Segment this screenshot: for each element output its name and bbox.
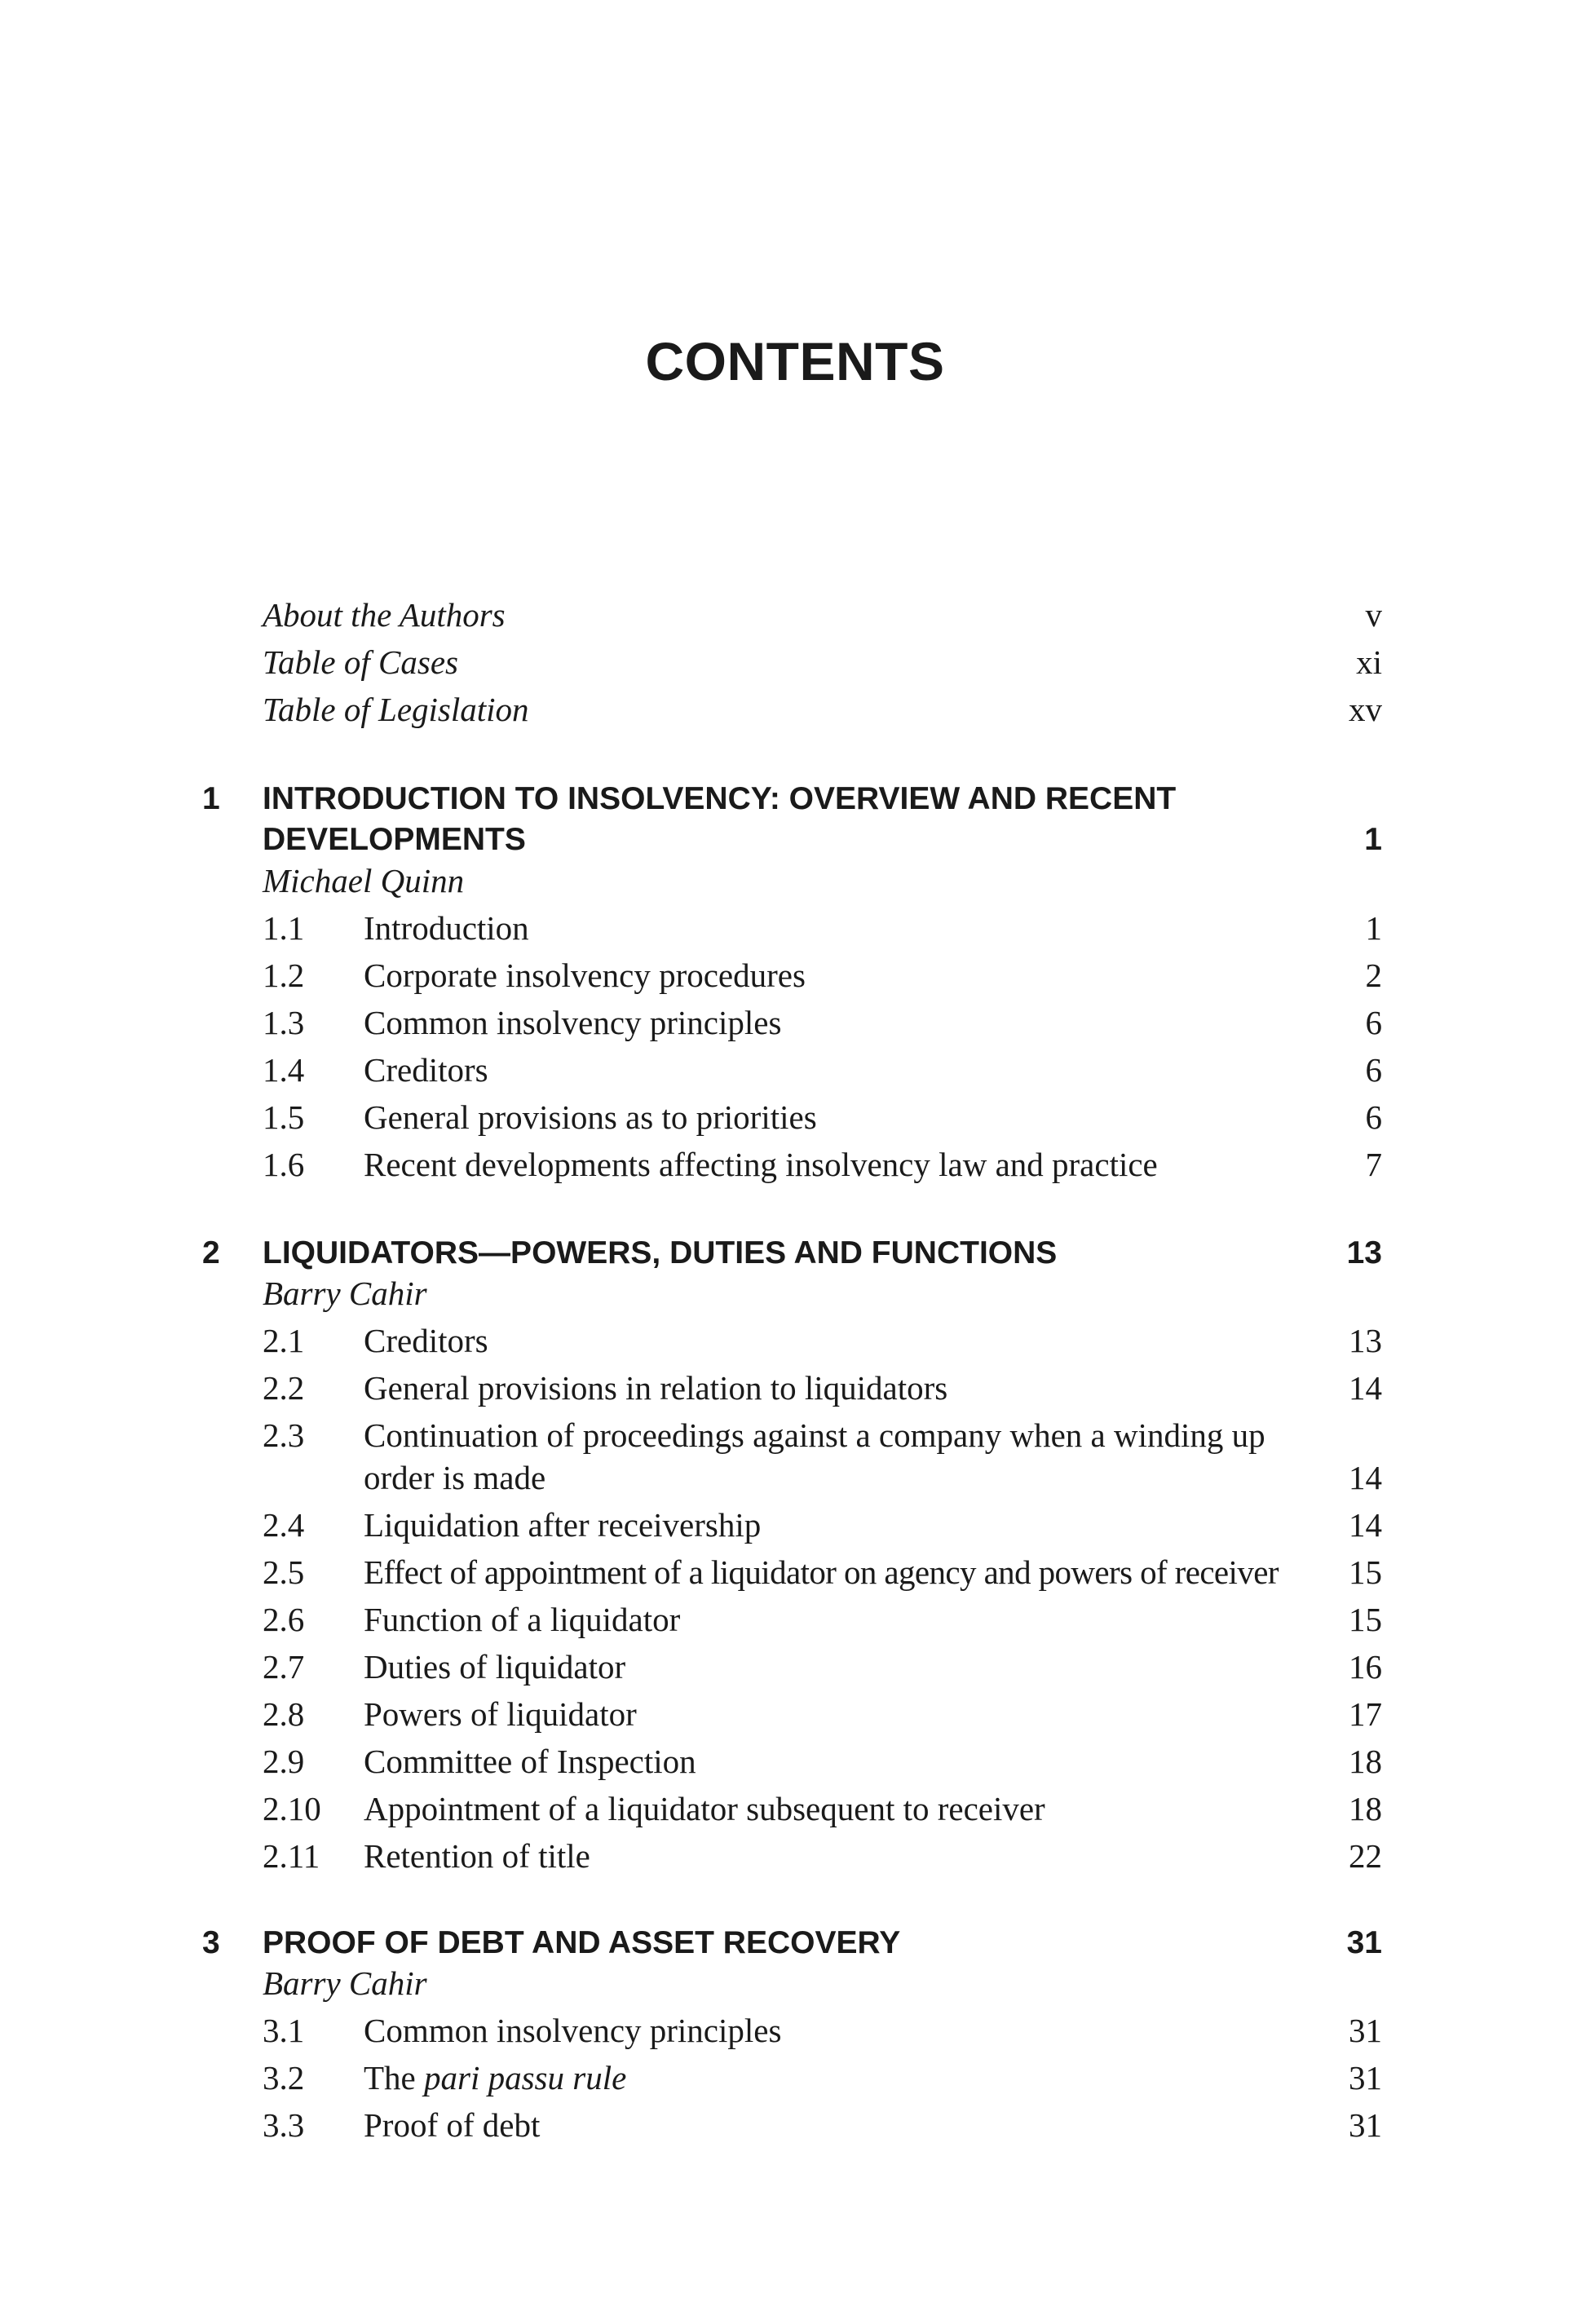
entry-title: Table of Cases [263,643,458,681]
section-title: General provisions in relation to liquidators [364,1369,948,1407]
section-number: 2.7 [263,1648,305,1686]
front-matter-entry[interactable] [0,643,1590,690]
chapter-number: 2 [202,1235,220,1270]
section-title: Powers of liquidator [364,1695,637,1733]
page-number: 31 [1349,2106,1382,2144]
section-number: 3.3 [263,2106,305,2144]
section-title: Liquidation after receivership [364,1506,762,1544]
page-number: xv [1349,691,1382,728]
section-number: 2.8 [263,1695,305,1733]
section-entry[interactable] [0,1553,1590,1600]
page-number: 1 [1364,822,1382,857]
page-number: 6 [1365,1051,1382,1089]
section-number: 2.6 [263,1601,305,1638]
section-number: 2.1 [263,1322,305,1359]
chapter-number: 3 [202,1925,220,1960]
section-entry[interactable] [0,1789,1590,1836]
page-number: 6 [1365,1004,1382,1041]
section-entry[interactable] [0,2058,1590,2105]
chapter-number: 1 [202,781,220,816]
section-number: 3.1 [263,2012,305,2049]
section-title: Creditors [364,1322,488,1359]
page-number: 14 [1349,1459,1382,1496]
section-number: 2.2 [263,1369,305,1407]
section-entry[interactable] [0,1321,1590,1368]
section-title-italic: pari passu rule [424,2059,627,2096]
section-entry[interactable] [0,1050,1590,1098]
section-number: 2.10 [263,1790,321,1827]
chapter-title: PROOF OF DEBT AND ASSET RECOVERY [263,1925,901,1960]
chapter-title-line: DEVELOPMENTS [263,822,526,857]
section-title: Proof of debt [364,2106,541,2144]
author-name: Barry Cahir [263,1964,427,2002]
section-title: Common insolvency principles [364,1004,782,1041]
section-number: 2.3 [263,1416,305,1454]
page-number: xi [1356,643,1382,681]
chapter-author [0,1274,1590,1321]
section-title: Appointment of a liquidator subsequent to receiver [364,1790,1045,1827]
section-title: Common insolvency principles [364,2012,782,2049]
entry-title: Table of Legislation [263,691,529,728]
section-entry[interactable] [0,1505,1590,1553]
section-title: Effect of appointment of a liquidator on agency and powers of receiver [364,1553,1279,1591]
section-entry[interactable] [0,1647,1590,1694]
section-number: 1.5 [263,1098,305,1136]
section-title: Introduction [364,909,529,947]
page-number: 17 [1349,1695,1382,1733]
section-entry[interactable] [0,1742,1590,1789]
section-entry[interactable] [0,1600,1590,1647]
page-number: v [1365,596,1382,634]
entry-title: About the Authors [263,596,506,634]
section-title: General provisions as to priorities [364,1098,817,1136]
section-title: Duties of liquidator [364,1648,626,1686]
section-number: 3.2 [263,2059,305,2096]
section-title [364,2058,626,2097]
chapter-title-line: INTRODUCTION TO INSOLVENCY: OVERVIEW AND RECENT [263,781,1177,816]
page-title: CONTENTS [645,331,945,391]
author-name: Barry Cahir [263,1275,427,1312]
page-number: 31 [1349,2059,1382,2096]
section-entry[interactable] [0,1836,1590,1884]
section-entry[interactable] [0,956,1590,1003]
front-matter-entry[interactable] [0,595,1590,643]
section-entry[interactable] [0,1694,1590,1742]
section-title: Function of a liquidator [364,1601,681,1638]
section-title: Creditors [364,1051,488,1089]
section-title: Corporate insolvency procedures [364,957,806,994]
section-number: 2.5 [263,1553,305,1591]
section-number: 2.9 [263,1743,305,1780]
front-matter-entry[interactable] [0,690,1590,737]
section-title: Committee of Inspection [364,1743,696,1780]
section-number: 2.4 [263,1506,305,1544]
section-number: 1.4 [263,1051,305,1089]
section-number: 1.6 [263,1146,305,1183]
section-entry[interactable] [0,2105,1590,2153]
section-title-line: Continuation of proceedings against a company when a winding up [364,1416,1265,1454]
page-number: 1 [1365,909,1382,947]
section-number: 1.3 [263,1004,305,1041]
section-entry[interactable] [0,1145,1590,1192]
chapter-author [0,861,1590,908]
page-number: 18 [1349,1790,1382,1827]
section-number: 1.1 [263,909,305,947]
section-entry[interactable] [0,1098,1590,1145]
page-number: 15 [1349,1553,1382,1591]
section-entry[interactable] [0,2011,1590,2058]
page-number: 16 [1349,1648,1382,1686]
section-entry[interactable] [0,1368,1590,1416]
section-number: 2.11 [263,1837,320,1875]
page-number: 31 [1349,2012,1382,2049]
page-number: 2 [1365,957,1382,994]
section-title-prefix: The [364,2059,424,2096]
page-number: 15 [1349,1601,1382,1638]
section-title: Retention of title [364,1837,590,1875]
section-entry-continuation[interactable] [0,1458,1590,1505]
section-number: 1.2 [263,957,305,994]
section-title-line: order is made [364,1459,546,1496]
chapter-title: LIQUIDATORS—POWERS, DUTIES AND FUNCTIONS [263,1235,1058,1270]
section-entry[interactable] [0,908,1590,956]
chapter-author [0,1964,1590,2011]
page-number: 14 [1349,1506,1382,1544]
page-number: 31 [1346,1925,1382,1960]
page-number: 22 [1349,1837,1382,1875]
page-number: 18 [1349,1743,1382,1780]
section-title: Recent developments affecting insolvency law and practice [364,1146,1158,1183]
page-number: 6 [1365,1098,1382,1136]
section-entry[interactable] [0,1003,1590,1050]
author-name: Michael Quinn [263,862,465,899]
page-number: 14 [1349,1369,1382,1407]
page-number: 7 [1365,1146,1382,1183]
page-number: 13 [1349,1322,1382,1359]
page-number: 13 [1346,1235,1382,1270]
section-entry[interactable] [0,1416,1590,1463]
